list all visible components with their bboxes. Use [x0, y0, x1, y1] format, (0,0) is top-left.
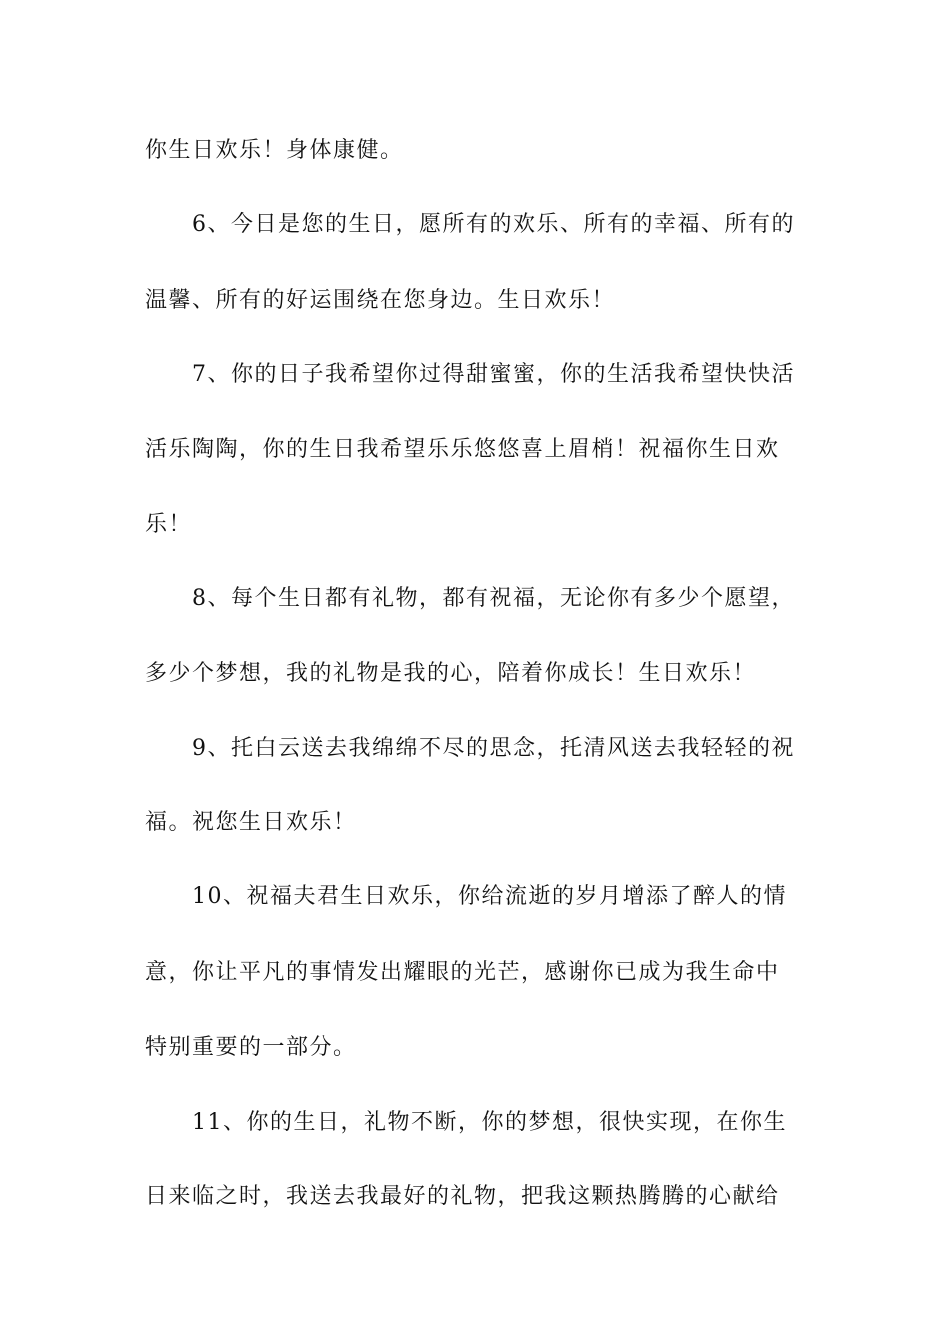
text-line: 你生日欢乐！身体康健。: [145, 138, 404, 163]
paragraph-9-line-1: 9、托白云送去我绵绵不尽的思念，托清风送去我轻轻的祝: [192, 736, 795, 761]
paragraph-10-line-1: 10、祝福夫君生日欢乐，你给流逝的岁月增添了醉人的情: [192, 884, 787, 909]
paragraph-10-line-3: 特别重要的一部分。: [145, 1035, 357, 1060]
paragraph-7-line-3: 乐！: [145, 512, 193, 537]
paragraph-6-line-1: 6、今日是您的生日，愿所有的欢乐、所有的幸福、所有的: [192, 212, 795, 237]
paragraph-8-line-2: 多少个梦想，我的礼物是我的心，陪着你成长！生日欢乐！: [145, 661, 757, 686]
paragraph-9-line-2: 福。祝您生日欢乐！: [145, 810, 357, 835]
paragraph-7-line-1: 7、你的日子我希望你过得甜蜜蜜，你的生活我希望快快活: [192, 362, 795, 387]
paragraph-11-line-1: 11、你的生日，礼物不断，你的梦想，很快实现，在你生: [192, 1110, 787, 1135]
paragraph-7-line-2: 活乐陶陶，你的生日我希望乐乐悠悠喜上眉梢！祝福你生日欢: [145, 437, 780, 462]
paragraph-8-line-1: 8、每个生日都有礼物，都有祝福，无论你有多少个愿望，: [192, 586, 795, 611]
paragraph-6-line-2: 温馨、所有的好运围绕在您身边。生日欢乐！: [145, 288, 616, 313]
paragraph-10-line-2: 意，你让平凡的事情发出耀眼的光芒，感谢你已成为我生命中: [145, 960, 780, 985]
paragraph-11-line-2: 日来临之时，我送去我最好的礼物，把我这颗热腾腾的心献给: [145, 1184, 780, 1209]
